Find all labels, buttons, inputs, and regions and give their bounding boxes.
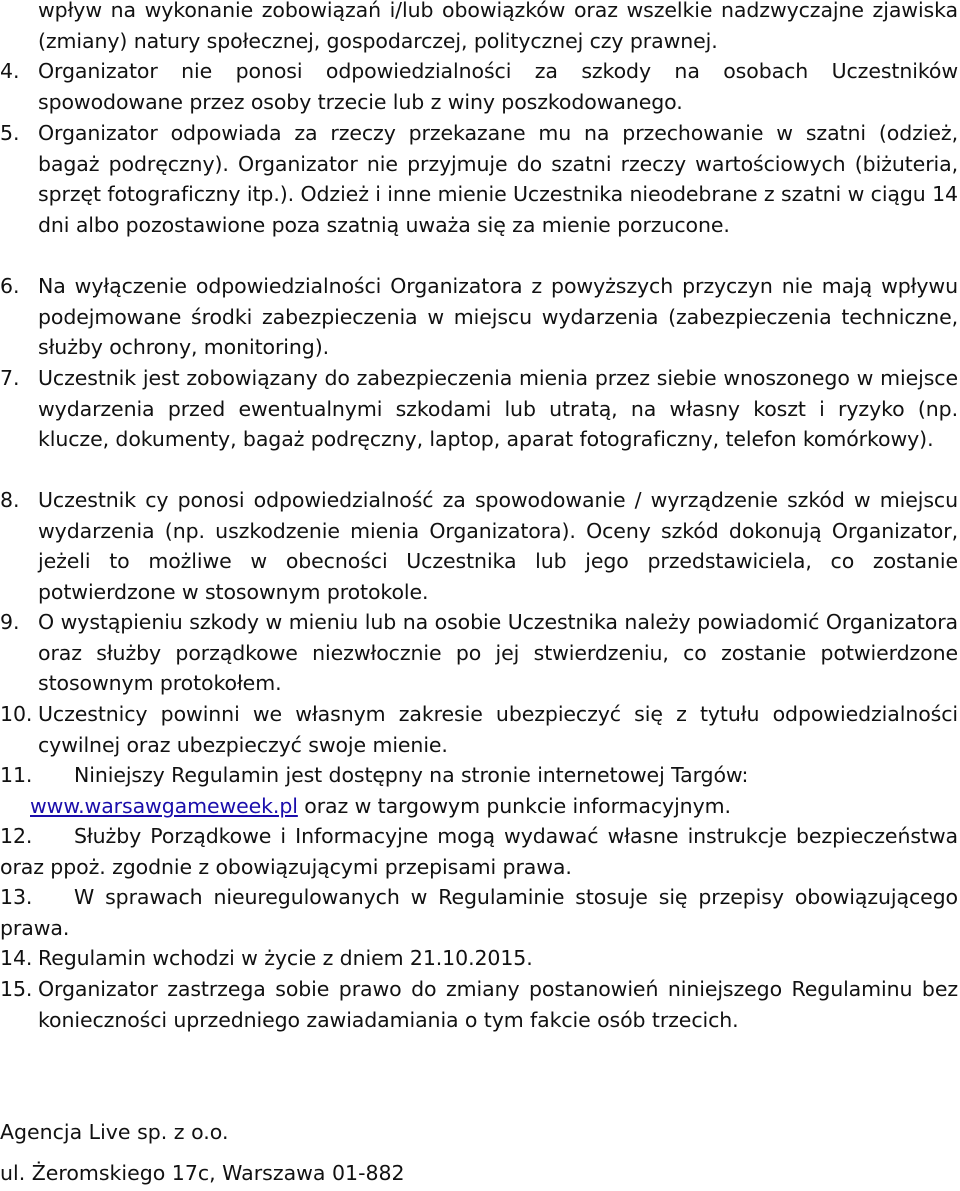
item-number: 4. — [0, 59, 20, 83]
item-text — [0, 882, 958, 943]
company-name: Agencja Live sp. z o.o. — [0, 1120, 229, 1144]
item-text — [0, 821, 958, 882]
list-item — [0, 943, 958, 974]
list-item — [0, 363, 958, 455]
item-text: Organizator zastrzega sobie prawo do zmiany postanowień niniejszego Regulaminu bez konieczności uprzedniego zawiadamiania o tym fakcie osób trzecich. — [38, 977, 958, 1032]
item-number: 14. — [0, 946, 33, 970]
lead-paragraph — [0, 0, 958, 56]
item-text — [0, 760, 958, 821]
item-text: O wystąpieniu szkody w mieniu lub na osobie Uczestnika należy powiadomić Organizatora oraz służby porządkowe niezwłocznie po jej stwierdzeniu, co zostanie potwierdzone stosownym protokołem. — [38, 610, 958, 695]
item-text: Organizator nie ponosi odpowiedzialności za szkody na osobach Uczestników spowodowane przez osoby trzecie lub z winy poszkodowanego. — [38, 59, 958, 114]
item-text: Uczestnik jest zobowiązany do zabezpieczenia mienia przez siebie wnoszonego w miejsce wydarzenia przed ewentualnymi szkodami lub utratą, na własny koszt i ryzyko (np. klucze, dokumenty, bagaż podręczny, laptop, aparat fotograficzny, telefon komórkowy). — [38, 366, 958, 451]
item-text-after: oraz w targowym punkcie informacyjnym. — [304, 793, 731, 818]
item-text-content: W sprawach nieuregulowanych w Regulaminie stosuje się przepisy obowiązującego prawa. — [0, 885, 958, 940]
company-address: ul. Żeromskiego 17c, Warszawa 01-882 — [0, 1161, 405, 1185]
item-number: 8. — [0, 488, 20, 512]
item-number: 13. — [0, 885, 33, 909]
item-text: Na wyłączenie odpowiedzialności Organizatora z powyższych przyczyn nie mają wpływu podejmowane środki zabezpieczenia w miejscu wydarzenia (zabezpieczenia techniczne, służby ochrony, monitoring). — [38, 274, 958, 359]
item-number: 6. — [0, 274, 20, 298]
item-number: 15. — [0, 977, 33, 1001]
list-item — [0, 974, 958, 1035]
list-item — [0, 821, 958, 882]
item-text: Regulamin wchodzi w życie z dniem 21.10.2015. — [38, 946, 533, 970]
item-text: Uczestnicy powinni we własnym zakresie ubezpieczyć się z tytułu odpowiedzialności cywilnej oraz ubezpieczyć swoje mienie. — [38, 702, 958, 757]
lead-text: wpływ na wykonanie zobowiązań i/lub obowiązków oraz wszelkie nadzwyczajne zjawiska (zmiany) natury społecznej, gospodarczej, politycznej czy prawnej. — [38, 0, 958, 53]
item-number: 10. — [0, 702, 33, 726]
item-text-content: Służby Porządkowe i Informacyjne mogą wydawać własne instrukcje bezpieczeństwa oraz ppoż. zgodnie z obowiązującymi przepisami prawa. — [0, 824, 958, 879]
item-number: 12. — [0, 824, 33, 848]
website-link[interactable]: www.warsawgameweek.pl — [30, 793, 298, 818]
list-item — [0, 56, 958, 117]
item-number: 9. — [0, 610, 20, 634]
list-item — [0, 882, 958, 943]
item-text: Uczestnik cy ponosi odpowiedzialność za spowodowanie / wyrządzenie szkód w miejscu wydarzenia (np. uszkodzenie mienia Organizatora). Oceny szkód dokonują Organizator, jeżeli to możliwe w obecności Uczestnika lub jego przedstawiciela, co zostanie potwierdzone w stosownym protokole. — [38, 488, 958, 604]
list-item — [0, 485, 958, 607]
item-number: 5. — [0, 121, 20, 145]
item-number: 7. — [0, 366, 20, 390]
list-item — [0, 699, 958, 760]
list-item — [0, 118, 958, 240]
list-item — [0, 760, 958, 821]
item-text: Organizator odpowiada za rzeczy przekazane mu na przechowanie w szatni (odzież, bagaż podręczny). Organizator nie przyjmuje do szatni rzeczy wartościowych (biżuteria, sprzęt fotograficzny itp.). Odzież i inne mienie Uczestnika nieodebrane z szatni w ciągu 14 dni albo pozostawione poza szatnią uważa się za mienie porzucone. — [38, 121, 958, 237]
list-item — [0, 271, 958, 363]
item-text-before: Niniejszy Regulamin jest dostępny na stronie internetowej Targów: — [74, 763, 749, 787]
list-item — [0, 607, 958, 699]
item-number: 11. — [0, 763, 33, 787]
